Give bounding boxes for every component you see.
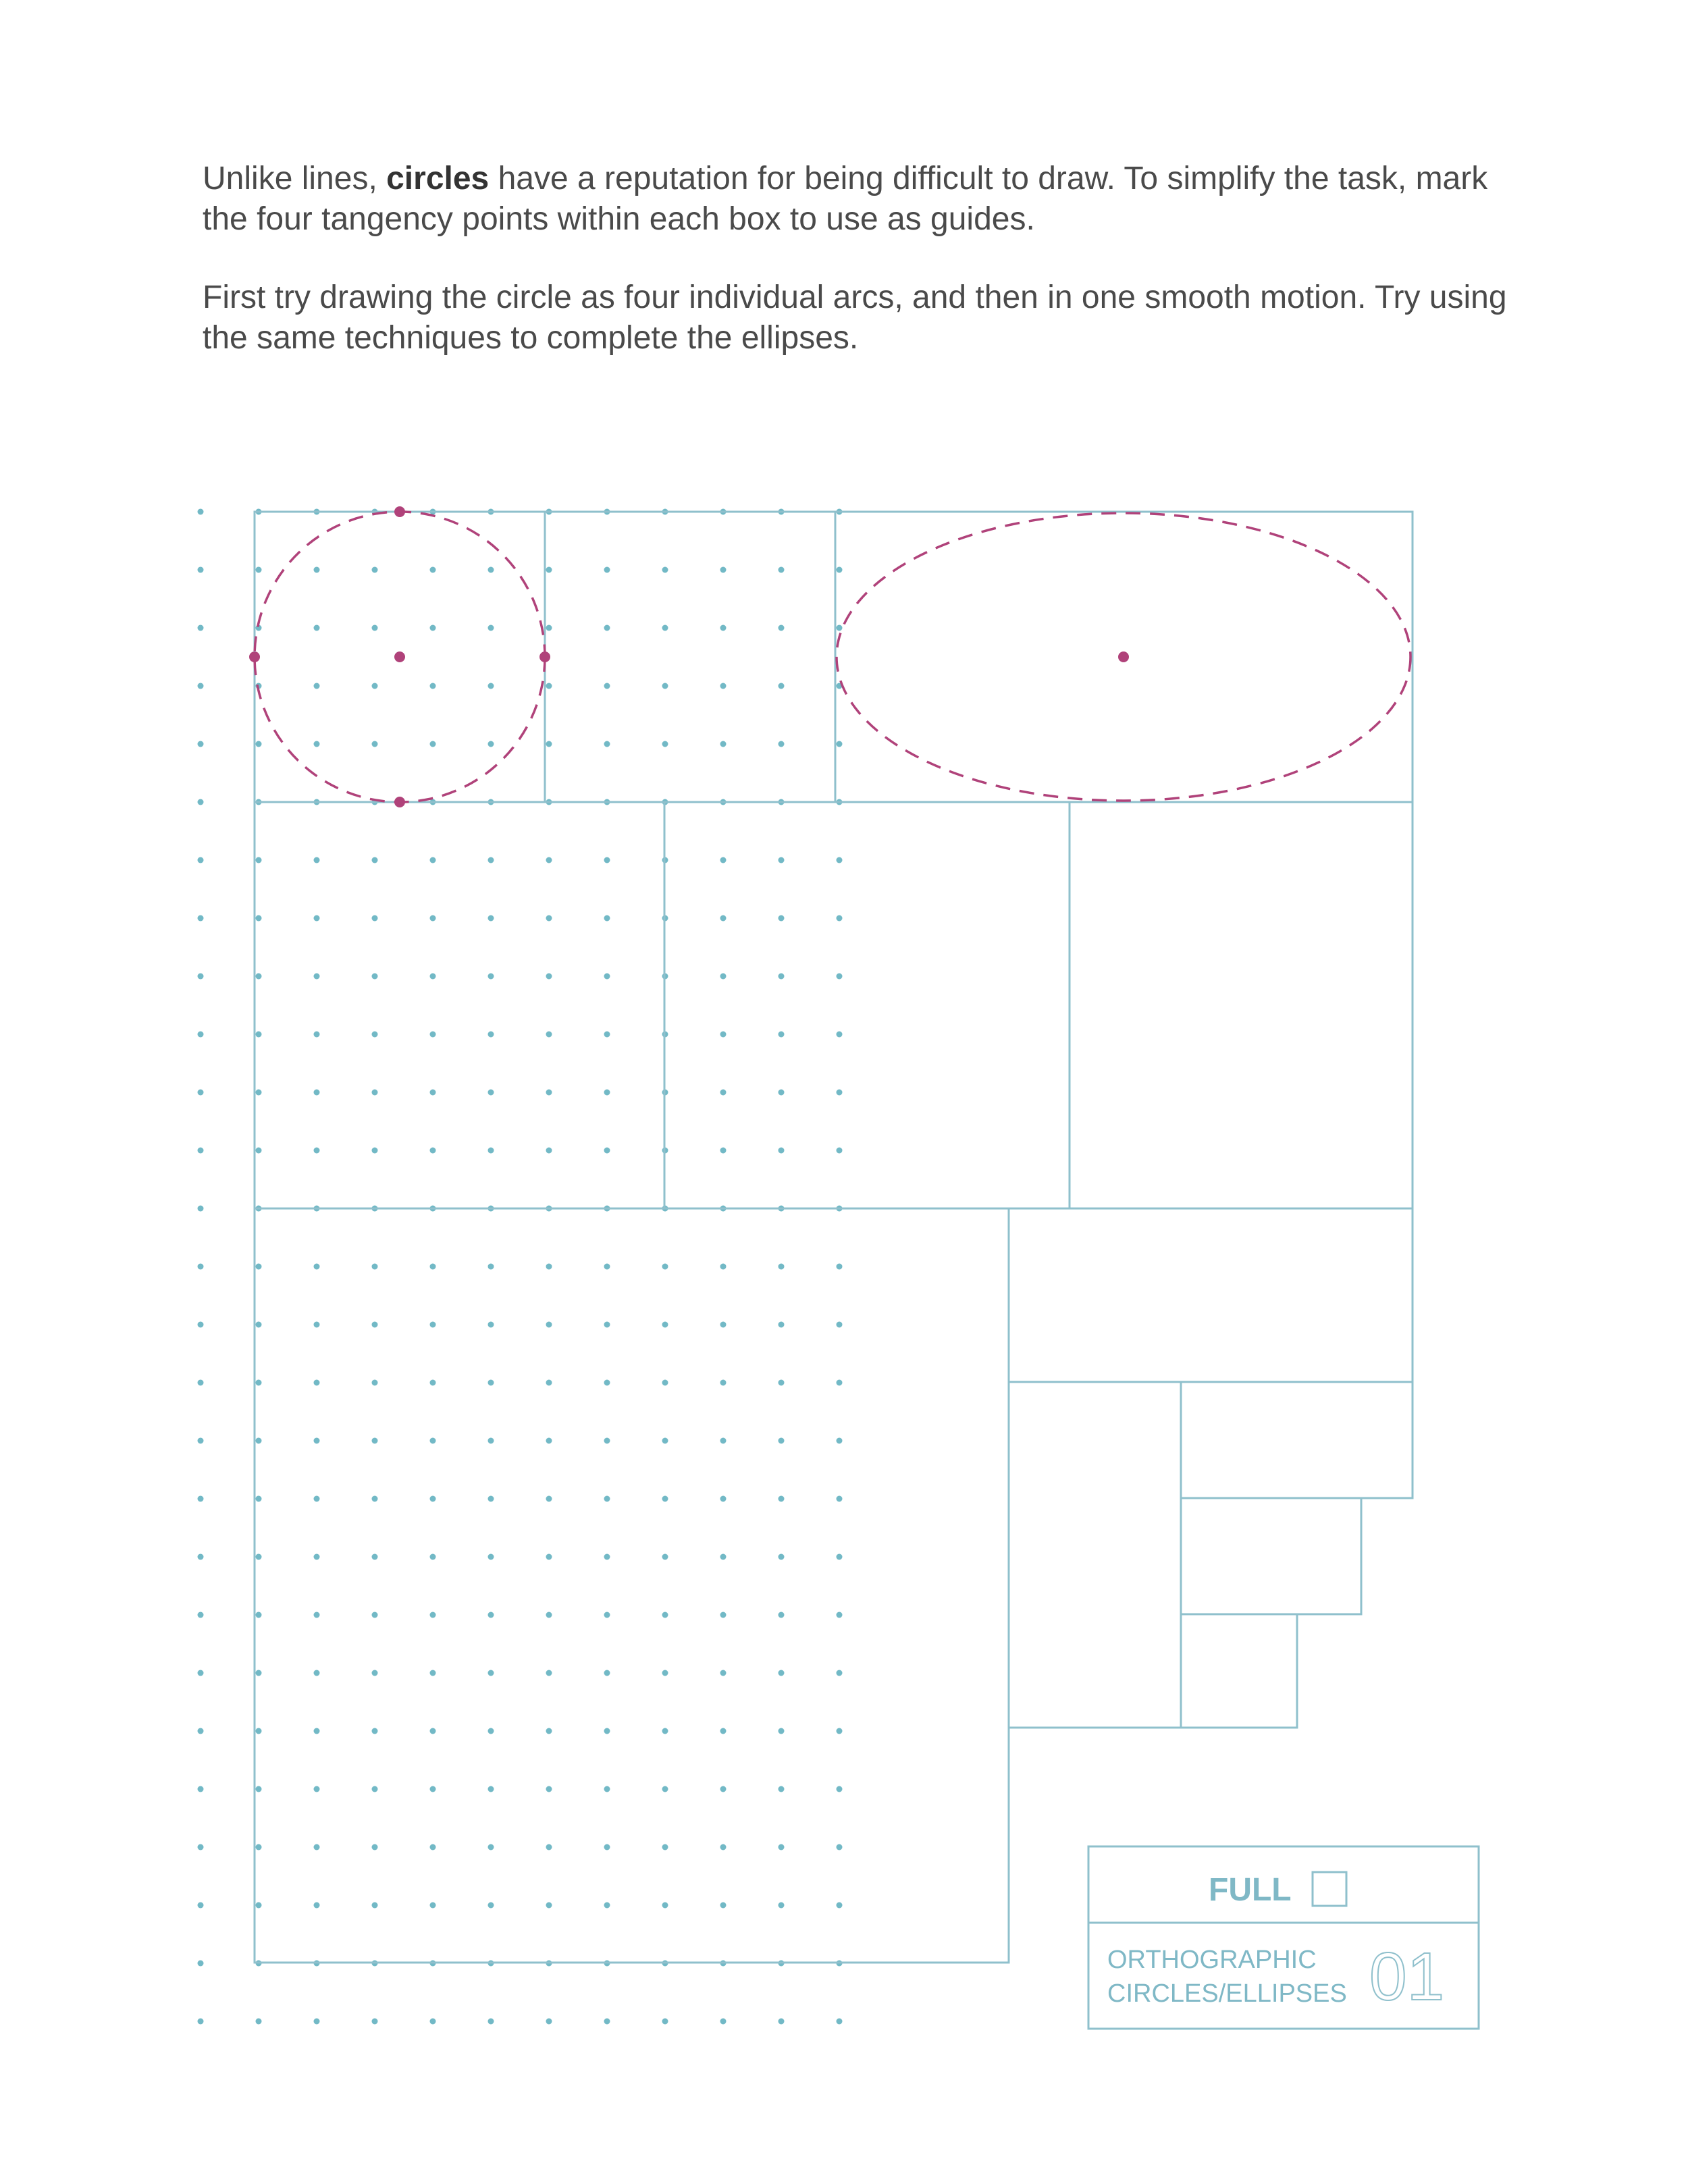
grid-dot bbox=[430, 1612, 436, 1618]
grid-dot bbox=[256, 974, 262, 980]
practice-box-medium-2[interactable] bbox=[664, 802, 1070, 1208]
grid-dot bbox=[256, 1438, 262, 1444]
grid-dot bbox=[546, 1670, 552, 1676]
grid-dot bbox=[256, 915, 262, 922]
grid-dot bbox=[488, 1728, 494, 1734]
grid-dot bbox=[314, 1728, 320, 1734]
grid-dot bbox=[662, 1438, 668, 1444]
grid-dot bbox=[720, 1728, 727, 1734]
grid-dot bbox=[720, 741, 727, 747]
grid-dot bbox=[837, 1496, 843, 1502]
grid-dot bbox=[662, 1322, 668, 1328]
grid-dot bbox=[662, 567, 668, 573]
grid-dot bbox=[198, 1206, 204, 1212]
grid-dot bbox=[314, 1554, 320, 1560]
grid-dot bbox=[779, 1786, 785, 1792]
grid-dot bbox=[837, 1090, 843, 1096]
grid-dot bbox=[662, 1786, 668, 1792]
grid-dot bbox=[662, 683, 668, 689]
grid-dot bbox=[604, 1728, 610, 1734]
grid-dot bbox=[837, 915, 843, 922]
grid-dot bbox=[314, 857, 320, 863]
grid-dot bbox=[198, 1148, 204, 1154]
grid-dot bbox=[837, 1554, 843, 1560]
grid-dot bbox=[837, 1728, 843, 1734]
circle-center-point bbox=[394, 651, 405, 662]
grid-dot bbox=[430, 741, 436, 747]
grid-dot bbox=[662, 1844, 668, 1850]
grid-dot bbox=[604, 1670, 610, 1676]
grid-dot bbox=[430, 1728, 436, 1734]
grid-dot bbox=[256, 1264, 262, 1270]
grid-dot bbox=[430, 1380, 436, 1386]
practice-boxes bbox=[255, 512, 1413, 1963]
grid-dot bbox=[256, 1670, 262, 1676]
grid-dot bbox=[546, 1554, 552, 1560]
grid-dot bbox=[720, 1032, 727, 1038]
grid-dot bbox=[372, 1148, 378, 1154]
grid-dot bbox=[488, 1844, 494, 1850]
grid-dot bbox=[604, 1786, 610, 1792]
grid-dot bbox=[720, 915, 727, 922]
grid-dot bbox=[372, 1264, 378, 1270]
grid-dot bbox=[372, 683, 378, 689]
grid-dot bbox=[837, 1032, 843, 1038]
grid-dot bbox=[372, 1902, 378, 1909]
grid-dot bbox=[430, 625, 436, 631]
grid-dot bbox=[430, 1322, 436, 1328]
grid-dot bbox=[604, 683, 610, 689]
grid-dot bbox=[372, 974, 378, 980]
grid-dot bbox=[430, 1148, 436, 1154]
grid-dot bbox=[488, 683, 494, 689]
grid-dot bbox=[662, 1612, 668, 1618]
grid-dot bbox=[604, 1090, 610, 1096]
grid-dot bbox=[488, 1554, 494, 1560]
grid-dot bbox=[546, 567, 552, 573]
grid-dot bbox=[779, 2019, 785, 2025]
circle-tangency-right bbox=[539, 651, 550, 662]
grid-dot bbox=[662, 1264, 668, 1270]
grid-dot bbox=[779, 1496, 785, 1502]
grid-dot bbox=[372, 1380, 378, 1386]
grid-dot bbox=[256, 857, 262, 863]
grid-dot bbox=[604, 1438, 610, 1444]
grid-dot bbox=[720, 2019, 727, 2025]
grid-dot bbox=[256, 741, 262, 747]
grid-dot bbox=[314, 2019, 320, 2025]
grid-dot bbox=[720, 1496, 727, 1502]
grid-dot bbox=[604, 567, 610, 573]
grid-dot bbox=[488, 1032, 494, 1038]
grid-dot bbox=[720, 1380, 727, 1386]
grid-dot bbox=[546, 1438, 552, 1444]
grid-dot bbox=[372, 1554, 378, 1560]
grid-dot bbox=[604, 1148, 610, 1154]
grid-dot bbox=[488, 1148, 494, 1154]
grid-dot bbox=[256, 1322, 262, 1328]
grid-dot bbox=[779, 1090, 785, 1096]
grid-dot bbox=[430, 1496, 436, 1502]
grid-dot bbox=[488, 915, 494, 922]
grid-dot bbox=[488, 567, 494, 573]
grid-dot bbox=[546, 741, 552, 747]
grid-dot bbox=[546, 1844, 552, 1850]
grid-dot bbox=[720, 1090, 727, 1096]
grid-dot bbox=[837, 974, 843, 980]
grid-dot bbox=[779, 1844, 785, 1850]
grid-dot bbox=[720, 625, 727, 631]
grid-dot bbox=[256, 567, 262, 573]
grid-dot bbox=[256, 1786, 262, 1792]
grid-dot bbox=[314, 741, 320, 747]
grid-dot bbox=[720, 857, 727, 863]
grid-dot bbox=[720, 1264, 727, 1270]
grid-dot bbox=[604, 857, 610, 863]
grid-dot bbox=[604, 1902, 610, 1909]
grid-dot bbox=[837, 741, 843, 747]
grid-dot bbox=[198, 625, 204, 631]
grid-dot bbox=[779, 1380, 785, 1386]
grid-dot bbox=[198, 1728, 204, 1734]
grid-dot bbox=[198, 1786, 204, 1792]
grid-dot bbox=[779, 1032, 785, 1038]
grid-dot bbox=[430, 1090, 436, 1096]
grid-dot bbox=[372, 1670, 378, 1676]
grid-dot bbox=[488, 857, 494, 863]
grid-dot bbox=[314, 1438, 320, 1444]
practice-box-medium-3[interactable] bbox=[1070, 802, 1413, 1208]
title-block bbox=[1088, 1846, 1479, 2029]
grid-dot bbox=[720, 1844, 727, 1850]
grid-dot bbox=[372, 857, 378, 863]
grid-dot bbox=[198, 1090, 204, 1096]
grid-dot bbox=[720, 1148, 727, 1154]
grid-dot bbox=[779, 683, 785, 689]
grid-dot bbox=[779, 1148, 785, 1154]
grid-dot bbox=[314, 1322, 320, 1328]
grid-dot bbox=[546, 1728, 552, 1734]
grid-dot bbox=[779, 741, 785, 747]
practice-box-tall[interactable] bbox=[1009, 1382, 1181, 1728]
grid-dot bbox=[256, 2019, 262, 2025]
grid-dot bbox=[546, 683, 552, 689]
grid-dot bbox=[430, 857, 436, 863]
grid-dot bbox=[314, 1264, 320, 1270]
grid-dot bbox=[256, 1902, 262, 1909]
grid-dot bbox=[779, 1438, 785, 1444]
grid-dot bbox=[314, 1902, 320, 1909]
grid-dot bbox=[662, 2019, 668, 2025]
grid-dot bbox=[488, 1380, 494, 1386]
grid-dot bbox=[779, 915, 785, 922]
grid-dot bbox=[314, 625, 320, 631]
grid-dot bbox=[837, 1322, 843, 1328]
grid-dot bbox=[198, 799, 204, 805]
grid-dot bbox=[198, 567, 204, 573]
grid-dot bbox=[604, 1844, 610, 1850]
grid-dot bbox=[198, 974, 204, 980]
grid-dot bbox=[430, 1670, 436, 1676]
grid-dot bbox=[779, 625, 785, 631]
grid-dot bbox=[837, 857, 843, 863]
instruction-paragraph-1: Unlike lines, circles have a reputation for being difficult to draw. To simplify the task, mark the four tangency points within each box to use as guides. bbox=[203, 161, 1488, 237]
ellipse-center-point bbox=[1118, 651, 1129, 662]
grid-dot bbox=[372, 1032, 378, 1038]
grid-dot bbox=[430, 1032, 436, 1038]
grid-dot bbox=[546, 1496, 552, 1502]
grid-dot bbox=[720, 1322, 727, 1328]
dot-grid bbox=[198, 509, 843, 2025]
emphasis-circles: circles bbox=[386, 161, 490, 196]
grid-dot bbox=[662, 1554, 668, 1560]
grid-dot bbox=[430, 1844, 436, 1850]
grid-dot bbox=[779, 1670, 785, 1676]
grid-dot bbox=[256, 1496, 262, 1502]
grid-dot bbox=[430, 1264, 436, 1270]
grid-dot bbox=[837, 1902, 843, 1909]
grid-dot bbox=[314, 1380, 320, 1386]
grid-dot bbox=[314, 1496, 320, 1502]
grid-dot bbox=[546, 1380, 552, 1386]
grid-dot bbox=[256, 1032, 262, 1038]
grid-dot bbox=[198, 1902, 204, 1909]
grid-dot bbox=[256, 1844, 262, 1850]
grid-dot bbox=[720, 683, 727, 689]
grid-dot bbox=[198, 1961, 204, 1967]
grid-dot bbox=[314, 1612, 320, 1618]
grid-dot bbox=[604, 1496, 610, 1502]
grid-dot bbox=[314, 1032, 320, 1038]
grid-dot bbox=[604, 1322, 610, 1328]
grid-dot bbox=[546, 915, 552, 922]
grid-dot bbox=[372, 1786, 378, 1792]
grid-dot bbox=[198, 1496, 204, 1502]
grid-dot bbox=[720, 974, 727, 980]
circle-tangency-top bbox=[394, 506, 405, 517]
grid-dot bbox=[430, 974, 436, 980]
grid-dot bbox=[198, 1380, 204, 1386]
instruction-paragraph-2: First try drawing the circle as four individual arcs, and then in one smooth motion. Try using the same techniques to complete the ellipses. bbox=[203, 279, 1507, 356]
grid-dot bbox=[546, 857, 552, 863]
practice-box-small-square[interactable] bbox=[545, 512, 835, 802]
grid-dot bbox=[198, 683, 204, 689]
grid-dot bbox=[837, 1438, 843, 1444]
circle-tangency-bottom bbox=[394, 797, 405, 807]
grid-dot bbox=[430, 1438, 436, 1444]
practice-box-wide[interactable] bbox=[1009, 1208, 1413, 1382]
grid-dot bbox=[314, 683, 320, 689]
grid-dot bbox=[430, 915, 436, 922]
grid-dot bbox=[779, 1902, 785, 1909]
grid-dot bbox=[488, 625, 494, 631]
grid-dot bbox=[779, 974, 785, 980]
grid-dot bbox=[314, 1090, 320, 1096]
example-guides bbox=[249, 506, 1410, 807]
grid-dot bbox=[837, 1264, 843, 1270]
grid-dot bbox=[779, 1264, 785, 1270]
grid-dot bbox=[546, 1090, 552, 1096]
grid-dot bbox=[198, 1264, 204, 1270]
grid-dot bbox=[546, 974, 552, 980]
grid-dot bbox=[662, 1496, 668, 1502]
grid-dot bbox=[720, 1554, 727, 1560]
grid-dot bbox=[546, 1264, 552, 1270]
grid-dot bbox=[256, 1090, 262, 1096]
grid-dot bbox=[430, 1786, 436, 1792]
grid-dot bbox=[662, 1902, 668, 1909]
grid-dot bbox=[720, 1902, 727, 1909]
grid-dot bbox=[546, 1612, 552, 1618]
grid-dot bbox=[372, 741, 378, 747]
grid-dot bbox=[372, 1844, 378, 1850]
grid-dot bbox=[779, 1728, 785, 1734]
practice-box-ellipse-2[interactable] bbox=[1181, 1498, 1361, 1614]
grid-dot bbox=[662, 625, 668, 631]
grid-dot bbox=[314, 567, 320, 573]
grid-dot bbox=[314, 1786, 320, 1792]
grid-dot bbox=[488, 2019, 494, 2025]
grid-dot bbox=[779, 1322, 785, 1328]
grid-dot bbox=[372, 567, 378, 573]
grid-dot bbox=[662, 1670, 668, 1676]
grid-dot bbox=[837, 1670, 843, 1676]
grid-dot bbox=[604, 1612, 610, 1618]
grid-dot bbox=[198, 915, 204, 922]
grid-dot bbox=[488, 1264, 494, 1270]
grid-dot bbox=[604, 2019, 610, 2025]
grid-dot bbox=[604, 974, 610, 980]
grid-dot bbox=[430, 1902, 436, 1909]
full-label: FULL bbox=[1209, 1872, 1292, 1908]
grid-dot bbox=[314, 1148, 320, 1154]
grid-dot bbox=[488, 1902, 494, 1909]
grid-dot bbox=[488, 741, 494, 747]
grid-dot bbox=[837, 2019, 843, 2025]
grid-dot bbox=[372, 1728, 378, 1734]
grid-dot bbox=[256, 1612, 262, 1618]
grid-dot bbox=[256, 1148, 262, 1154]
grid-dot bbox=[604, 1554, 610, 1560]
grid-dot bbox=[198, 1438, 204, 1444]
grid-dot bbox=[546, 1902, 552, 1909]
grid-dot bbox=[314, 1844, 320, 1850]
grid-dot bbox=[430, 1554, 436, 1560]
grid-dot bbox=[488, 1090, 494, 1096]
grid-dot bbox=[372, 1090, 378, 1096]
grid-dot bbox=[837, 567, 843, 573]
grid-dot bbox=[604, 741, 610, 747]
grid-dot bbox=[314, 915, 320, 922]
grid-dot bbox=[372, 1496, 378, 1502]
grid-dot bbox=[546, 1322, 552, 1328]
grid-dot bbox=[198, 1670, 204, 1676]
grid-dot bbox=[720, 1438, 727, 1444]
grid-dot bbox=[430, 2019, 436, 2025]
grid-dot bbox=[372, 1322, 378, 1328]
grid-dot bbox=[662, 741, 668, 747]
grid-dot bbox=[430, 683, 436, 689]
grid-dot bbox=[837, 1844, 843, 1850]
grid-dot bbox=[198, 1612, 204, 1618]
grid-dot bbox=[198, 2019, 204, 2025]
grid-dot bbox=[720, 1612, 727, 1618]
grid-dot bbox=[837, 1612, 843, 1618]
grid-dot bbox=[372, 1438, 378, 1444]
grid-dot bbox=[198, 1322, 204, 1328]
grid-dot bbox=[430, 567, 436, 573]
grid-dot bbox=[256, 1380, 262, 1386]
grid-dot bbox=[488, 1438, 494, 1444]
grid-dot bbox=[837, 1148, 843, 1154]
grid-dot bbox=[546, 1148, 552, 1154]
grid-dot bbox=[488, 1612, 494, 1618]
grid-dot bbox=[488, 974, 494, 980]
grid-dot bbox=[604, 1032, 610, 1038]
grid-dot bbox=[546, 625, 552, 631]
grid-dot bbox=[198, 509, 204, 515]
grid-dot bbox=[198, 1844, 204, 1850]
grid-dot bbox=[488, 1496, 494, 1502]
grid-dot bbox=[720, 1670, 727, 1676]
grid-dot bbox=[372, 1612, 378, 1618]
grid-dot bbox=[488, 1670, 494, 1676]
grid-dot bbox=[314, 1670, 320, 1676]
grid-dot bbox=[256, 1728, 262, 1734]
circle-tangency-left bbox=[249, 651, 260, 662]
category-line-1: ORTHOGRAPHIC bbox=[1107, 1946, 1317, 1974]
grid-dot bbox=[198, 1032, 204, 1038]
grid-dot bbox=[779, 857, 785, 863]
grid-dot bbox=[662, 1380, 668, 1386]
grid-dot bbox=[488, 1322, 494, 1328]
grid-dot bbox=[546, 2019, 552, 2025]
grid-dot bbox=[314, 974, 320, 980]
category-line-2: CIRCLES/ELLIPSES bbox=[1107, 1979, 1347, 2008]
grid-dot bbox=[604, 625, 610, 631]
grid-dot bbox=[779, 567, 785, 573]
practice-box-large[interactable] bbox=[255, 1208, 1009, 1963]
grid-dot bbox=[488, 1786, 494, 1792]
grid-dot bbox=[198, 741, 204, 747]
grid-dot bbox=[779, 1612, 785, 1618]
grid-dot bbox=[837, 1380, 843, 1386]
grid-dot bbox=[256, 1554, 262, 1560]
grid-dot bbox=[198, 857, 204, 863]
grid-dot bbox=[372, 2019, 378, 2025]
practice-box-small-circle[interactable] bbox=[1181, 1614, 1297, 1728]
practice-box-ellipse-1[interactable] bbox=[1181, 1382, 1413, 1498]
grid-dot bbox=[372, 625, 378, 631]
grid-dot bbox=[604, 1264, 610, 1270]
grid-dot bbox=[837, 625, 843, 631]
sheet-number: 01 bbox=[1369, 1939, 1445, 2015]
grid-dot bbox=[198, 1554, 204, 1560]
grid-dot bbox=[546, 1032, 552, 1038]
grid-dot bbox=[604, 1380, 610, 1386]
grid-dot bbox=[779, 1554, 785, 1560]
grid-dot bbox=[720, 1786, 727, 1792]
grid-dot bbox=[546, 1786, 552, 1792]
grid-dot bbox=[662, 1728, 668, 1734]
grid-dot bbox=[720, 567, 727, 573]
grid-dot bbox=[372, 915, 378, 922]
grid-dot bbox=[837, 1786, 843, 1792]
grid-dot bbox=[604, 915, 610, 922]
